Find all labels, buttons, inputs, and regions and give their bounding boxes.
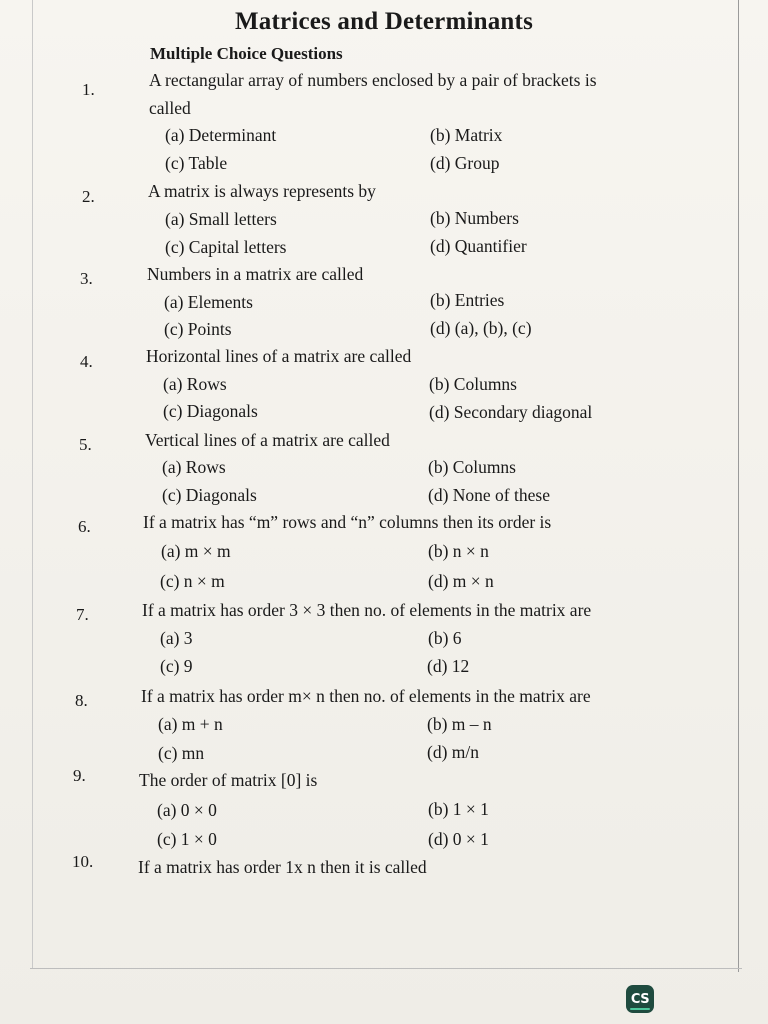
question-text: Horizontal lines of a matrix are called: [146, 346, 412, 366]
option-d: (d) 0 × 1: [428, 829, 489, 849]
option-a: (a) Rows: [163, 374, 227, 394]
option-b: (b) Columns: [429, 374, 517, 394]
question-number: 5.: [79, 435, 92, 454]
option-a: (a) Determinant: [165, 125, 277, 145]
question-text: If a matrix has order 3 × 3 then no. of elements in the matrix are: [142, 600, 592, 620]
page-left-edge: [32, 0, 33, 968]
question-number: 3.: [80, 269, 93, 288]
page-right-edge: [738, 0, 745, 972]
option-b: (b) 6: [428, 628, 462, 648]
option-c: (c) 9: [160, 656, 193, 676]
section-subtitle: Multiple Choice Questions: [150, 44, 343, 63]
logo-label: CS: [630, 991, 650, 1007]
option-c: (c) 1 × 0: [157, 829, 217, 849]
option-d: (d) 12: [427, 656, 470, 676]
option-a: (a) m × m: [161, 541, 231, 561]
option-b: (b) Columns: [428, 457, 516, 477]
question-text: A matrix is always represents by: [148, 181, 376, 201]
question-text: If a matrix has order m× n then no. of elements in the matrix are: [141, 686, 591, 706]
question-text: If a matrix has order 1x n then it is called: [138, 857, 427, 877]
question-text: A rectangular array of numbers enclosed by a pair of brackets is: [149, 70, 597, 90]
question-text: Vertical lines of a matrix are called: [145, 430, 390, 450]
option-a: (a) m + n: [158, 714, 223, 734]
option-c: (c) n × m: [160, 571, 225, 591]
question-number: 7.: [76, 605, 89, 624]
option-c: (c) Table: [165, 153, 228, 173]
question-text: The order of matrix [0] is: [139, 770, 318, 790]
option-a: (a) Rows: [162, 457, 226, 477]
option-b: (b) Matrix: [430, 125, 503, 145]
option-a: (a) Small letters: [165, 209, 277, 229]
option-a: (a) 0 × 0: [157, 800, 217, 820]
question-number: 4.: [80, 352, 93, 371]
question-number: 8.: [75, 691, 88, 710]
question-number: 9.: [73, 766, 86, 785]
option-d: (d) m × n: [428, 571, 494, 591]
question-text: If a matrix has “m” rows and “n” columns then its order is: [143, 512, 552, 532]
question-number: 10.: [72, 852, 94, 871]
option-b: (b) Entries: [430, 290, 505, 310]
option-d: (d) m/n: [427, 742, 480, 762]
question-number: 1.: [82, 80, 95, 99]
option-b: (b) Numbers: [430, 208, 519, 228]
option-c: (c) Diagonals: [163, 401, 258, 421]
option-c: (c) Capital letters: [165, 237, 287, 257]
option-d: (d) Secondary diagonal: [429, 402, 593, 422]
page-title: Matrices and Determinants: [235, 8, 533, 35]
option-d: (d) Group: [430, 153, 500, 173]
option-c: (c) Points: [164, 319, 232, 339]
option-b: (b) n × n: [428, 541, 489, 561]
option-d: (d) (a), (b), (c): [430, 318, 532, 338]
option-a: (a) Elements: [164, 292, 253, 312]
option-a: (a) 3: [160, 628, 193, 648]
option-b: (b) m – n: [427, 714, 492, 734]
option-b: (b) 1 × 1: [428, 799, 489, 819]
question-number: 2.: [82, 187, 95, 206]
page-bottom-edge: [30, 968, 742, 969]
option-c: (c) mn: [158, 743, 205, 763]
camscanner-logo-icon: [626, 985, 654, 1013]
question-number: 6.: [78, 517, 91, 536]
option-d: (d) None of these: [428, 485, 550, 505]
question-text: Numbers in a matrix are called: [147, 264, 364, 284]
question-text-continued: called: [149, 98, 191, 118]
option-d: (d) Quantifier: [430, 236, 527, 256]
option-c: (c) Diagonals: [162, 485, 257, 505]
